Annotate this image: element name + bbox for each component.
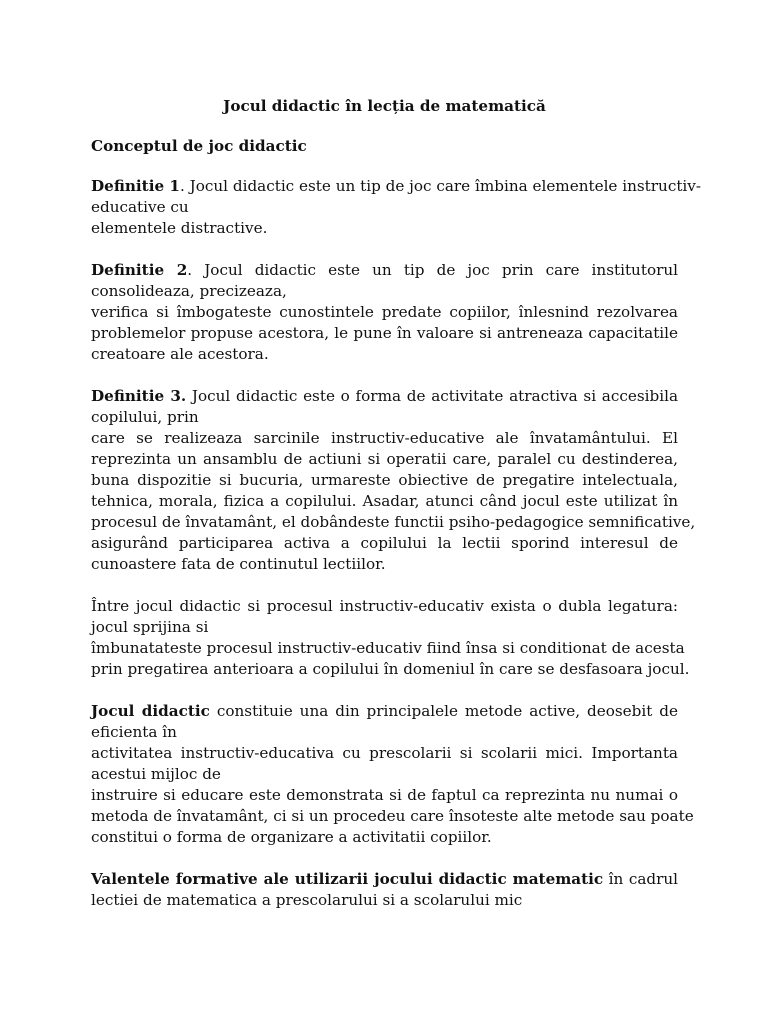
definition-1 <box>91 176 702 239</box>
paragraph-method-line-6: metoda de învatamânt, ci si un procedeu care însoteste alte metode sau poate <box>91 807 694 825</box>
paragraph-relation-line-3: îmbunatateste procesul instructiv-educativ fiind însa si conditionat de acesta <box>91 639 685 657</box>
definition-3 <box>91 386 696 575</box>
definition-3-line-1: Definitie 3. Jocul didactic este o forma de activitate atractiva si accesibila <box>91 387 678 405</box>
definition-2-line-5: creatoare ale acestora. <box>91 345 269 363</box>
definition-3-line-8: asigurând participarea activa a copilului la lectii sporind interesul de <box>91 534 678 552</box>
document-page <box>91 96 702 932</box>
definition-2-label: Definitie 2 <box>91 261 188 279</box>
paragraph-valences-label: Valentele formative ale utilizarii jocului didactic matematic <box>91 870 604 888</box>
paragraph-relation-line-1: Între jocul didactic si procesul instructiv-educativ exista o dubla legatura: <box>91 597 678 615</box>
definition-3-line-3: care se realizeaza sarcinile instructiv-educative ale învatamântului. El <box>91 429 678 447</box>
paragraph-method-line-5: instruire si educare este demonstrata si de faptul ca reprezinta nu numai o <box>91 786 678 804</box>
paragraph-relation-line-2: jocul sprijina si <box>91 618 209 636</box>
definition-2-line-4: problemelor propuse acestora, le pune în valoare si antreneaza capacitatile <box>91 324 678 342</box>
paragraph-valences-line-2: lectiei de matematica a prescolarului si a scolarului mic <box>91 891 523 909</box>
paragraph-method-line-7: constitui o forma de organizare a activitatii copiilor. <box>91 828 492 846</box>
definition-3-line-5: buna dispozitie si bucuria, urmareste obiective de pregatire intelectuala, <box>91 471 678 489</box>
definition-3-line-4: reprezinta un ansamblu de actiuni si operatii care, paralel cu destinderea, <box>91 450 678 468</box>
paragraph-method-label: Jocul didactic <box>91 702 210 720</box>
definition-2 <box>91 260 678 365</box>
section-heading: Conceptul de joc didactic <box>91 137 307 155</box>
definition-3-line-6: tehnica, morala, fizica a copilului. Asadar, atunci când jocul este utilizat în <box>91 492 678 510</box>
definition-2-line-2: consolideaza, precizeaza, <box>91 282 287 300</box>
definition-3-label: Definitie 3. <box>91 387 187 405</box>
paragraph-relation-line-4: prin pregatirea anterioara a copilului în domeniul în care se desfasoara jocul. <box>91 660 690 678</box>
paragraph-method-line-3: activitatea instructiv-educativa cu prescolarii si scolarii mici. Importanta <box>91 744 678 762</box>
definition-3-line-2: copilului, prin <box>91 408 199 426</box>
document-title: Jocul didactic în lecția de matematică <box>223 97 546 115</box>
paragraph-valences-line-1: Valentele formative ale utilizarii jocului didactic matematic în cadrul <box>91 870 678 888</box>
definition-3-line-7: procesul de învatamânt, el dobândeste functii psiho-pedagogice semnificative, <box>91 513 696 531</box>
paragraph-method-line-4: acestui mijloc de <box>91 765 221 783</box>
definition-1-line-1: Definitie 1. Jocul didactic este un tip de joc care îmbina elementele instructiv- <box>91 177 702 195</box>
paragraph-method <box>91 701 694 848</box>
paragraph-relation <box>91 596 690 680</box>
definition-1-line-2: educative cu <box>91 198 189 216</box>
definition-2-line-1: Definitie 2. Jocul didactic este un tip de joc prin care institutorul <box>91 261 678 279</box>
definition-1-label: Definitie 1 <box>91 177 180 195</box>
definition-3-line-9: cunoastere fata de continutul lectiilor. <box>91 555 386 573</box>
paragraph-method-line-2: eficienta în <box>91 723 177 741</box>
definition-1-line-3: elementele distractive. <box>91 219 268 237</box>
paragraph-method-line-1: Jocul didactic constituie una din principalele metode active, deosebit de <box>91 702 678 720</box>
paragraph-valences <box>91 869 678 911</box>
definition-2-line-3: verifica si îmbogateste cunostintele predate copiilor, înlesnind rezolvarea <box>91 303 678 321</box>
